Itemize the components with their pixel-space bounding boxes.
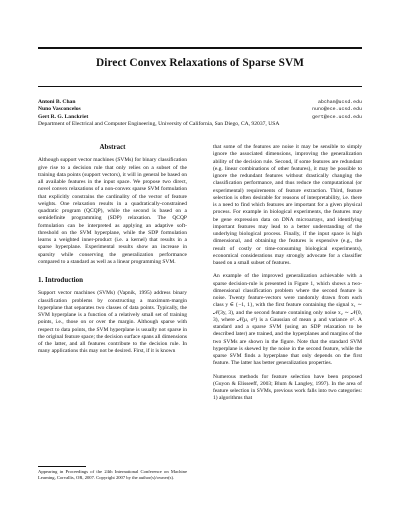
author-email: abchan@ucsd.edu	[317, 100, 362, 105]
author-name: Nuno Vasconcelos	[38, 106, 81, 113]
author-name: Gert R. G. Lanckriet	[38, 113, 89, 120]
footnote-text: Appearing in Proceedings of the 24th International Conference on Machine Learning, Corvallis, OR, 2007. Copyright 2007 by the author(s)/owner(s).	[38, 468, 187, 481]
body-paragraph: An example of the improved generalization achievable with a sparse decision-rule is presented in Figure 1, which shows a two-dimensional classification problem where the second feature is noise. Twenty feature-vectors were randomly drawn from each class y ∈ {−1, 1}, with the first feature containing the signal x₁ ∼ 𝒩(3y, 3), and the second feature containing only noise x₂ ∼ 𝒩(0, 3), where 𝒩(μ, σ²) is a Gaussian of mean μ and variance σ². A standard and a sparse SVM (using an SDP relaxation to be described later) are trained, and the hyperplanes and margins of the two SVMs are shown in the figure. Note that the standard SVM hyperplane is skewed by the noise in the second feature, while the sparse SVM finds a hyperplane that only depends on the first feature. The latter has better generalization properties.	[213, 273, 362, 367]
body-paragraph: that some of the features are noise it may be sensible to simply ignore the associated dimensions, improving the generalization ability of the decision rule. Second, if some features are redundant (e.g. linear combinations of other features), it may be possible to ignore the redundant features without drastically changing the classification performance, and thus reduce the computational (or experimental) requirements of feature extraction. Third, feature selection is often desirable for reasons of interpretability, i.e. there is a need to find which features are important for a given physical process. For example in biological experiments, the features may be gene expression data on DNA microarrays, and identifying important features may lead to a better understanding of the underlying biological process. Finally, if the input space is high dimensional, and obtaining the features is expensive (e.g., the result of costly or time-consuming biological experiments), economical considerations may strongly advocate for a classifier based on a small subset of features.	[213, 144, 362, 266]
abstract-text: Although support vector machines (SVMs) for binary classification give rise to a decision rule that only relies on a subset of the training data points (support vectors), it will in general be based on all available features in the input space. We propose two direct, novel convex relaxations of a non-convex sparse SVM formulation that explicitly constrains the cardinality of the vector of feature weights. One relaxation results in a quadratically-constrained quadratic program (QCQP), while the second is based on a semidefinite programming (SDP) relaxation. The QCQP formulation can be interpreted as applying an adaptive soft-threshold on the SVM hyperplane, while the SDP formulation learns a weighted inner-product (i.e. a kernel) that results in a sparse hyperplane. Experimental results show an increase in sparsity while conserving the generalization performance compared to a standard as well as a linear programming SVM.	[38, 157, 187, 265]
intro-paragraph: Support vector machines (SVMs) (Vapnik, 1995) address binary classification problems by constructing a maximum-margin hyperplane that separates two classes of data points. Typically, the SVM hyperplane is a function of a relatively small set of training points, i.e., those on or over the margin. Although sparse with respect to data points, the SVM hyperplane is usually not sparse in the original feature space; the decision surface spans all dimensions of the latter, and all features contribute to the decision rule. In many applications this may not be desired. First, if it is known	[38, 290, 187, 355]
section-heading-introduction: 1. Introduction	[38, 276, 83, 284]
right-column	[213, 144, 362, 403]
author-row	[38, 114, 362, 121]
title-top-rule	[38, 47, 362, 49]
author-email: gert@ece.ucsd.edu	[312, 114, 362, 120]
author-block	[38, 99, 362, 129]
abstract-heading: Abstract	[99, 143, 126, 151]
body-paragraph: Numerous methods for feature selection have been proposed (Guyon & Elisseeff, 2003; Blum & Langley, 1997). In the area of feature selection in SVMs, previous work falls into two categories: 1) algorithms that	[213, 373, 362, 402]
footnote	[38, 466, 187, 482]
left-column	[38, 144, 187, 356]
footnote-rule	[38, 466, 86, 467]
author-row	[38, 106, 362, 113]
affiliation: Department of Electrical and Computer Engineering, University of California, San Diego, CA, 92037, USA	[38, 121, 280, 128]
author-row	[38, 99, 362, 106]
title-bottom-rule	[38, 86, 362, 87]
author-email: nuno@ece.ucsd.edu	[312, 107, 362, 113]
paper-title: Direct Convex Relaxations of Sparse SVM	[96, 57, 304, 69]
author-name: Antoni B. Chan	[38, 99, 76, 105]
